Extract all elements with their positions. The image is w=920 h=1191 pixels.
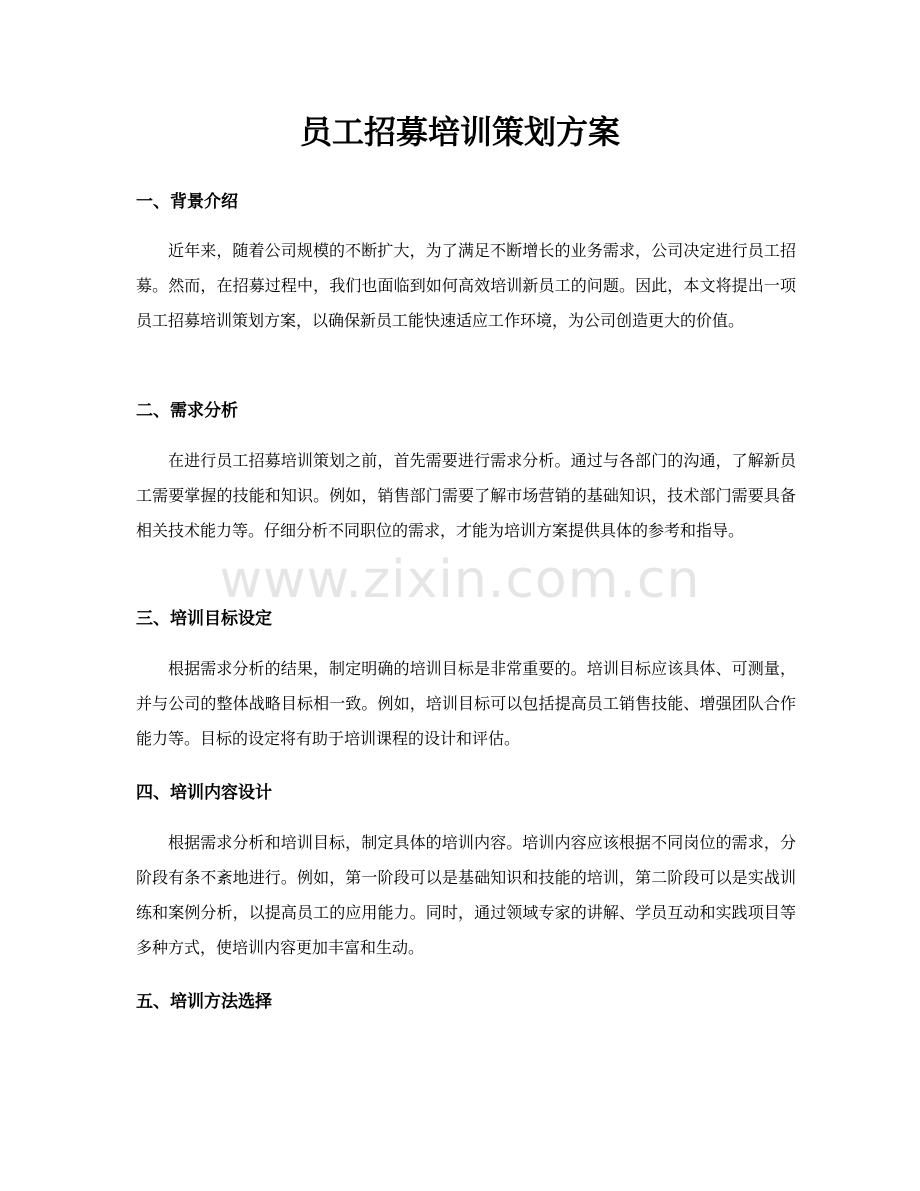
section-body-training-content: 根据需求分析和培训目标，制定具体的培训内容。培训内容应该根据不同岗位的需求，分阶段有条不紊地进行。例如，第一阶段可以是基础知识和技能的培训，第二阶段可以是实战训练和案例分析，以提高员工的应用能力。同时，通过领域专家的讲解、学员互动和实践项目等多种方式，使培训内容更加丰富和生动。 (136, 833, 796, 957)
watermark: www.zixin.com.cn (219, 550, 701, 610)
section-body-training-goals: 根据需求分析的结果，制定明确的培训目标是非常重要的。培训目标应该具体、可测量，并与公司的整体战略目标相一致。例如，培训目标可以包括提高员工销售技能、增强团队合作能力等。目标的设定将有助于培训课程的设计和评估。 (136, 659, 796, 748)
section-body-background: 近年来，随着公司规模的不断扩大，为了满足不断增长的业务需求，公司决定进行员工招募。然而，在招募过程中，我们也面临到如何高效培训新员工的问题。因此，本文将提出一项员工招募培训策划方案，以确保新员工能快速适应工作环境，为公司创造更大的价值。 (136, 241, 796, 330)
section-heading-training-content: 四、培训内容设计 (136, 783, 272, 803)
section-heading-needs-analysis: 二、需求分析 (136, 401, 238, 421)
section-heading-training-methods: 五、培训方法选择 (136, 992, 272, 1012)
section-body-needs-analysis: 在进行员工招募培训策划之前，首先需要进行需求分析。通过与各部门的沟通，了解新员工需要掌握的技能和知识。例如，销售部门需要了解市场营销的基础知识，技术部门需要具备相关技术能力等。仔细分析不同职位的需求，才能为培训方案提供具体的参考和指导。 (136, 451, 796, 540)
section-heading-training-goals: 三、培训目标设定 (136, 609, 272, 629)
document-title: 员工招募培训策划方案 (299, 113, 620, 151)
section-heading-background: 一、背景介绍 (136, 192, 238, 212)
